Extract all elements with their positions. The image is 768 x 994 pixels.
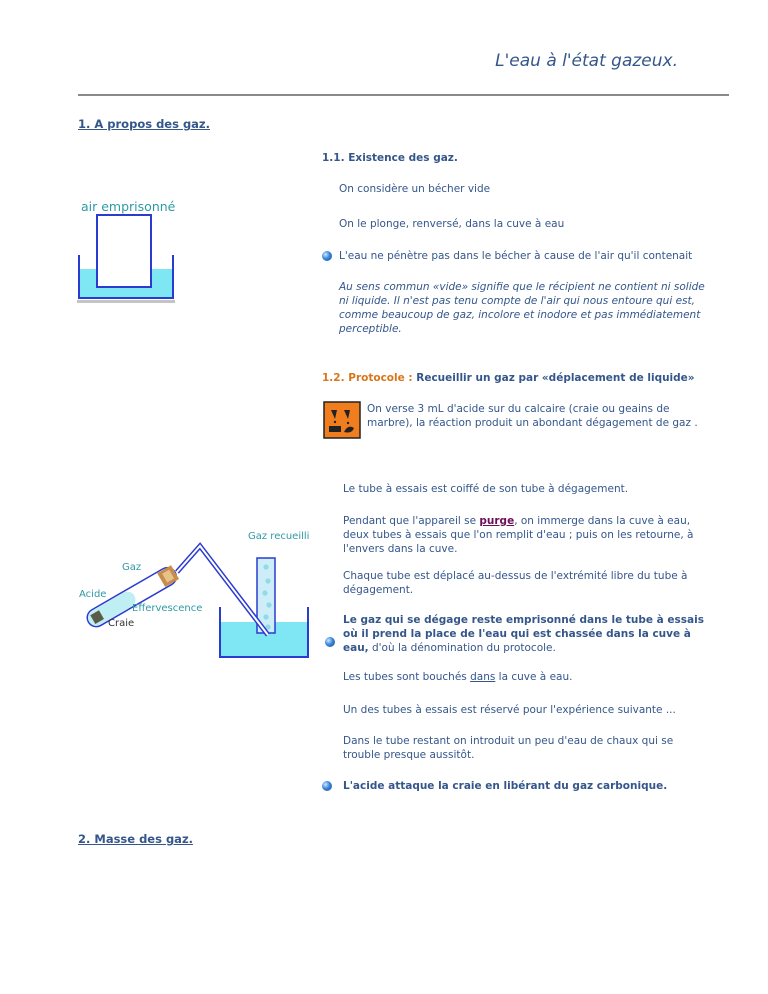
sub2-paragraph-1: On verse 3 mL d'acide sur du calcaire (craie ou geains de marbre), la réaction produit un abondant dégagement de gaz . xyxy=(367,403,698,429)
gas-collection-figure xyxy=(72,525,322,660)
page-title: L'eau à l'état gazeux. xyxy=(495,51,678,71)
subsection-1-2-heading xyxy=(322,372,695,384)
gaz-label: Gaz xyxy=(122,562,142,573)
sub2-paragraph-8: Dans le tube restant on introduit un peu d'eau de chaux qui se trouble presque aussitôt. xyxy=(343,735,674,761)
title-divider xyxy=(78,94,729,96)
corrosive-hazard-icon xyxy=(322,400,362,440)
p3-text-after: , on immerge dans la cuve à eau, deux tubes à essais que l'on remplit d'eau ; puis on les retourne, à l'envers dans la cuve. xyxy=(343,515,694,555)
p3-text-before: Pendant que l'appareil se xyxy=(343,515,480,527)
p6-text-before: Les tubes sont bouchés xyxy=(343,671,471,683)
subsection-1-1-heading: 1.1. Existence des gaz. xyxy=(322,152,458,164)
sub2-paragraph-4: Chaque tube est déplacé au-dessus de l'extrémité libre du tube à dégagement. xyxy=(343,570,688,596)
effervescence-label: Effervescence xyxy=(132,603,203,614)
protocole-label: 1.2. Protocole : xyxy=(322,372,413,384)
sub1-paragraph-1: On considère un bécher vide xyxy=(339,183,491,195)
gaz-recueilli-label: Gaz recueilli xyxy=(248,531,310,542)
acide-label: Acide xyxy=(79,589,107,600)
beaker-figure xyxy=(75,195,180,307)
sub2-paragraph-2: Le tube à essais est coiffé de son tube à dégagement. xyxy=(343,483,629,495)
bullet-icon xyxy=(322,251,332,261)
sub2-paragraph-5 xyxy=(343,613,711,655)
section-2-heading: 2. Masse des gaz. xyxy=(78,832,194,846)
bullet-icon xyxy=(325,637,335,647)
sub1-paragraph-2: On le plonge, renversé, dans la cuve à eau xyxy=(339,218,565,230)
sub2-paragraph-3 xyxy=(343,514,708,556)
air-emprisonne-label: air emprisonné xyxy=(81,199,176,214)
p6-underlined: dans xyxy=(470,671,496,683)
sub2-paragraph-9: L'acide attaque la craie en libérant du gaz carbonique. xyxy=(343,780,668,792)
purge-link[interactable]: purge xyxy=(479,515,515,527)
protocole-title: Recueillir un gaz par «déplacement de liquide» xyxy=(416,372,695,384)
bullet-icon xyxy=(322,781,332,791)
section-1-heading: 1. A propos des gaz. xyxy=(78,117,210,131)
sub2-paragraph-6 xyxy=(343,670,572,684)
sub1-note: Au sens commun «vide» signifie que le récipient ne contient ni solide ni liquide. Il n'est pas tenu compte de l'air qui nous entoure qui est, comme beaucoup de gaz, incolore et inodore et pas immédiatement perceptible. xyxy=(339,281,705,335)
sub1-paragraph-3: L'eau ne pénètre pas dans le bécher à cause de l'air qu'il contenait xyxy=(339,250,693,262)
p6-text-after: la cuve à eau. xyxy=(495,671,573,683)
p5-bold-text: Le gaz qui se dégage reste emprisonné dans le tube à essais où il prend la place de l'eau qui est chassée dans la cuve à eau, xyxy=(343,614,704,654)
p5-rest-text: d'où la dénomination du protocole. xyxy=(368,642,556,654)
craie-label: Craie xyxy=(108,618,135,629)
sub2-paragraph-7: Un des tubes à essais est réservé pour l'expérience suivante ... xyxy=(343,704,676,716)
